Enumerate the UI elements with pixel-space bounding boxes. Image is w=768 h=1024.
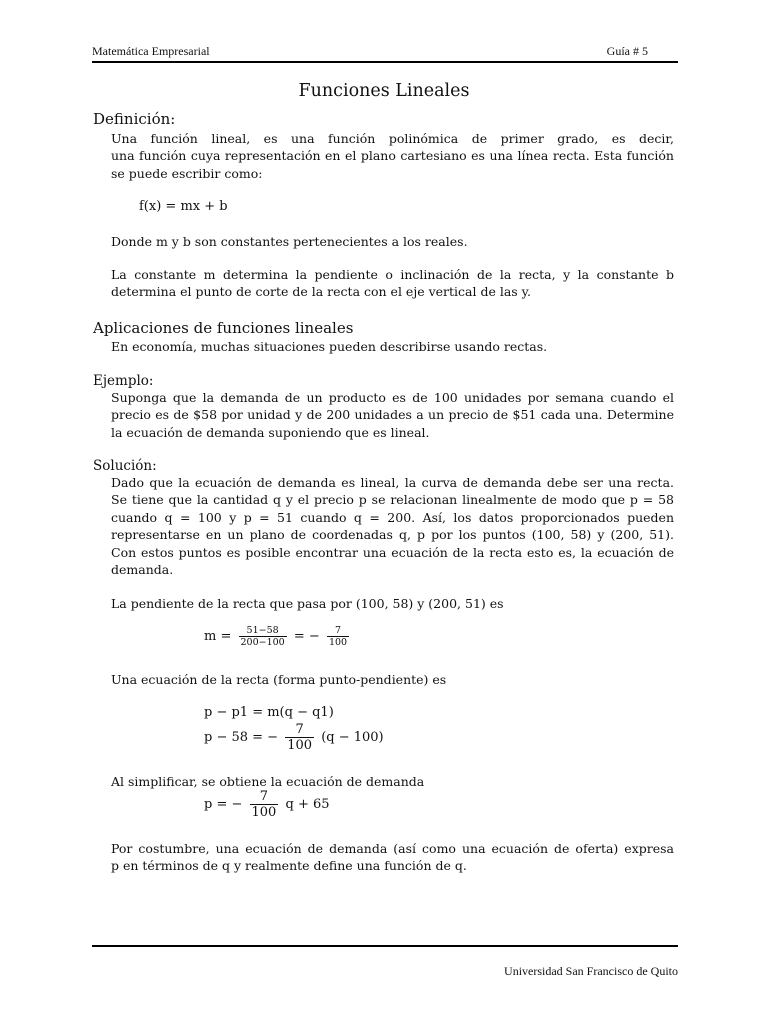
demand-equation-final bbox=[204, 789, 330, 820]
solucion-line: representarse en un plano de coordenadas q, p por los puntos (100, 58) y (200, 51). bbox=[111, 527, 674, 543]
eq3-fraction bbox=[250, 789, 279, 820]
eq3-rhs: q + 65 bbox=[285, 797, 330, 812]
slope-lhs: m = bbox=[204, 629, 232, 644]
aplicaciones-paragraph bbox=[111, 338, 674, 355]
eq2-rhs: (q − 100) bbox=[321, 730, 384, 745]
punto-pendiente-paragraph bbox=[111, 671, 674, 688]
constante-line: determina el punto de corte de la recta con el eje vertical de las y. bbox=[111, 284, 532, 300]
eq3-denominator: 100 bbox=[251, 805, 277, 820]
definicion-heading: Definición: bbox=[93, 110, 176, 128]
slope-denominator-1: 200−100 bbox=[240, 637, 285, 648]
solucion-line: cuando q = 100 y p = 51 cuando q = 200. Así, los datos proporcionados pueden bbox=[111, 509, 674, 525]
page-footer: Universidad San Francisco de Quito bbox=[504, 964, 678, 978]
constante-line: La constante m determina la pendiente o inclinación de la recta, y la constante b bbox=[111, 267, 674, 282]
punto-pendiente-line: Una ecuación de la recta (forma punto-pendiente) es bbox=[111, 672, 447, 687]
linear-function-formula: f(x) = mx + b bbox=[139, 199, 228, 214]
definicion-paragraph bbox=[111, 130, 674, 182]
donde-paragraph bbox=[111, 233, 674, 250]
slope-equals: = − bbox=[293, 629, 320, 644]
solucion-line: Con estos puntos es posible encontrar una ecuación de la recta esto es, la ecuación de bbox=[111, 544, 674, 560]
slope-numerator-2: 7 bbox=[327, 625, 349, 637]
point-slope-equation: p − p1 = m(q − q1) bbox=[204, 705, 334, 720]
eq2-lhs: p − 58 = − bbox=[204, 730, 279, 745]
footer-rule bbox=[92, 945, 678, 947]
ejemplo-paragraph bbox=[111, 389, 674, 441]
solucion-line: demanda. bbox=[111, 562, 174, 578]
page-header bbox=[92, 44, 676, 59]
ejemplo-line: la ecuación de demanda suponiendo que es lineal. bbox=[111, 424, 430, 440]
pendiente-paragraph bbox=[111, 595, 674, 612]
eq2-numerator: 7 bbox=[285, 722, 314, 738]
simplificar-paragraph bbox=[111, 773, 674, 790]
eq2-fraction bbox=[285, 722, 314, 753]
header-rule bbox=[92, 61, 678, 63]
definicion-line: Una función lineal, es una función polinómica de primer grado, es decir, bbox=[111, 131, 674, 146]
costumbre-line: Por costumbre, una ecuación de demanda (así como una ecuación de oferta) expresa bbox=[111, 841, 674, 856]
costumbre-paragraph bbox=[111, 840, 674, 875]
slope-denominator-2: 100 bbox=[328, 637, 348, 648]
solucion-line: Dado que la ecuación de demanda es lineal, la curva de demanda debe ser una recta. bbox=[111, 475, 674, 490]
ejemplo-line: precio es de $58 por unidad y de 200 unidades a un precio de $51 cada una. Determine bbox=[111, 407, 674, 423]
slope-formula bbox=[204, 625, 352, 648]
costumbre-line: p en términos de q y realmente define una función de q. bbox=[111, 858, 467, 874]
definicion-line: se puede escribir como: bbox=[111, 165, 263, 181]
donde-line: Donde m y b son constantes pertenecientes a los reales. bbox=[111, 234, 468, 249]
definicion-line: una función cuya representación en el plano cartesiano es una línea recta. Esta función bbox=[111, 148, 674, 164]
pendiente-line: La pendiente de la recta que pasa por (100, 58) y (200, 51) es bbox=[111, 596, 504, 611]
header-course: Matemática Empresarial bbox=[92, 44, 210, 58]
constante-paragraph bbox=[111, 266, 674, 301]
page-title: Funciones Lineales bbox=[298, 81, 470, 101]
slope-fraction-2 bbox=[327, 625, 349, 648]
header-guide-number: Guía # 5 bbox=[606, 44, 648, 58]
eq3-numerator: 7 bbox=[250, 789, 279, 805]
aplicaciones-line: En economía, muchas situaciones pueden describirse usando rectas. bbox=[111, 339, 548, 354]
slope-fraction-1 bbox=[239, 625, 287, 648]
demand-equation-substituted bbox=[204, 722, 384, 753]
slope-numerator-1: 51−58 bbox=[239, 625, 287, 637]
simplificar-line: Al simplificar, se obtiene la ecuación de demanda bbox=[111, 774, 425, 789]
solucion-paragraph bbox=[111, 474, 674, 578]
eq3-lhs: p = − bbox=[204, 797, 243, 812]
solucion-line: Se tiene que la cantidad q y el precio p se relacionan linealmente de modo que p = 58 bbox=[111, 492, 674, 508]
eq2-denominator: 100 bbox=[287, 738, 313, 753]
aplicaciones-heading: Aplicaciones de funciones lineales bbox=[93, 319, 354, 337]
ejemplo-heading: Ejemplo: bbox=[93, 373, 154, 389]
ejemplo-line: Suponga que la demanda de un producto es de 100 unidades por semana cuando el bbox=[111, 390, 674, 405]
solucion-heading: Solución: bbox=[93, 458, 157, 474]
